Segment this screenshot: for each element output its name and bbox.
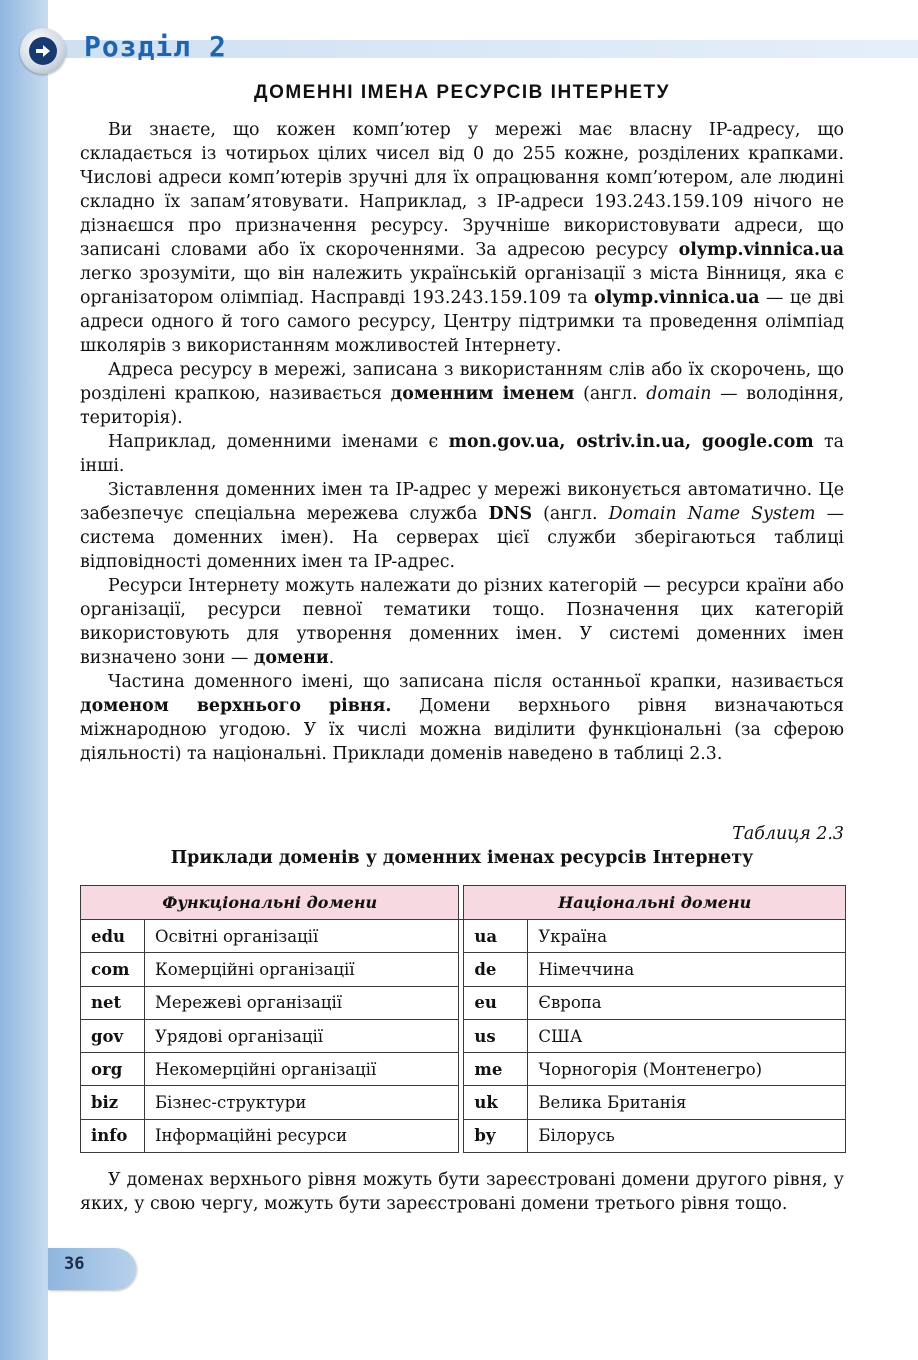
text-run: — система доменних імен). На серверах цієї служби зберігаються таблиці відповідності доменних імен та IP-адрес. (80, 504, 844, 572)
domain-code: de (464, 953, 528, 986)
text-run: Наприклад, доменними іменами є (108, 432, 449, 452)
paragraph-ip-address (80, 118, 844, 358)
domain-description: США (528, 1019, 846, 1052)
bold-term: mon.gov.ua, ostriv.in.ua, google.com (448, 432, 814, 452)
bold-term: olymp.vinnica.ua (594, 288, 760, 308)
text-run: та інші. (80, 432, 844, 476)
domain-code: eu (464, 986, 528, 1019)
page-number: 36 (64, 1254, 85, 1274)
table-row (81, 1119, 846, 1152)
page-number-tab (48, 1248, 136, 1290)
table-row (81, 1019, 846, 1052)
domain-code: me (464, 1053, 528, 1086)
paragraph-subdomains: У доменах верхнього рівня можуть бути зареєстровані домени другого рівня, у яких, у свою чергу, можуть бути зареєстровані домени третього рівня тощо. (80, 1170, 844, 1214)
italic-term: Domain Name System (608, 504, 816, 524)
domain-code: gov (81, 1019, 145, 1052)
domain-code: biz (81, 1086, 145, 1119)
text-run: Домени верхнього рівня визначаються міжнародною угодою. У їх числі можна виділити функціональні (за сферою діяльності) та національні. Приклади доменів наведено в таблиці 2.3. (80, 696, 844, 764)
section-label: Розділ 2 (84, 30, 227, 63)
domain-code: us (464, 1019, 528, 1052)
text-run: легко зрозуміти, що він належить українській організації з міста Вінниця, яка є організатором олімпіад. Насправді 193.243.159.109 та (80, 264, 844, 308)
functional-domains-header: Функціональні домени (81, 886, 459, 920)
table-caption (80, 822, 844, 870)
text-run: Адреса ресурсу в мережі, записана з використанням слів або їх скорочень, що розділені крапкою, називається (80, 360, 844, 404)
text-run: (англ. (574, 384, 647, 404)
domain-code: org (81, 1053, 145, 1086)
domain-description: Мережеві організації (145, 986, 459, 1019)
domain-code: net (81, 986, 145, 1019)
domain-description: Урядові організації (145, 1019, 459, 1052)
domain-code: uk (464, 1086, 528, 1119)
domain-description: Європа (528, 986, 846, 1019)
text-run: . (328, 648, 335, 668)
text-run: — це дві адреси одного й того самого ресурсу, Центру підтримки та проведення олімпіад школярів з використанням можливостей Інтернету. (80, 288, 844, 356)
page-title: ДОМЕННІ ІМЕНА РЕСУРСІВ ІНТЕРНЕТУ (254, 82, 670, 103)
bold-term: доменним іменем (390, 384, 575, 404)
italic-term: domain (646, 384, 712, 404)
table-row (81, 1086, 846, 1119)
domain-code: ua (464, 920, 528, 953)
text-run: — володіння, територія). (80, 384, 844, 428)
domain-description: Інформаційні ресурси (145, 1119, 459, 1152)
bold-term: DNS (488, 504, 533, 524)
domain-description: Німеччина (528, 953, 846, 986)
text-run: Ресурси Інтернету можуть належати до різних категорій — ресурси країни або організації, ресурси певної тематики тощо. Позначення цих категорій використовують для утворення доменних імен. У системі доменних імен визначено зони — (80, 576, 844, 668)
paragraph-top-level-domain (80, 670, 844, 766)
bold-term: домени (253, 648, 329, 668)
table-row (81, 953, 846, 986)
paragraph-examples (80, 430, 844, 478)
domain-description: Бізнес-структури (145, 1086, 459, 1119)
section-badge (20, 28, 66, 74)
closing-paragraph (80, 1168, 844, 1216)
bold-term: доменом верхнього рівня. (80, 696, 392, 716)
table-row (81, 1053, 846, 1086)
domain-description: Комерційні організації (145, 953, 459, 986)
table-title: Приклади доменів у доменних іменах ресурсів Інтернету (170, 848, 754, 868)
table-header-row (81, 886, 846, 920)
national-domains-header: Національні домени (464, 886, 846, 920)
domain-description: Білорусь (528, 1119, 846, 1152)
domain-code: by (464, 1119, 528, 1152)
table-row (81, 986, 846, 1019)
body-text (80, 118, 844, 766)
paragraph-domain-name-definition (80, 358, 844, 430)
paragraph-dns (80, 478, 844, 574)
text-run: Частина доменного імені, що записана після останньої крапки, називається (108, 672, 844, 692)
domain-code: edu (81, 920, 145, 953)
domain-description: Освітні організації (145, 920, 459, 953)
domain-code: info (81, 1119, 145, 1152)
paragraph-categories (80, 574, 844, 670)
domain-description: Некомерційні організації (145, 1053, 459, 1086)
table-number: Таблиця 2.3 (732, 824, 844, 844)
domain-code: com (81, 953, 145, 986)
domains-table (80, 885, 846, 1153)
domain-description: Велика Британія (528, 1086, 846, 1119)
domain-description: Україна (528, 920, 846, 953)
left-margin-strip (0, 0, 48, 1360)
text-run: (англ. (532, 504, 609, 524)
arrow-right-icon (29, 37, 57, 65)
table-row (81, 920, 846, 953)
domain-description: Чорногорія (Монтенегро) (528, 1053, 846, 1086)
text-run: Ви знаєте, що кожен комп’ютер у мережі має власну IP-адресу, що складається із чотирьох цілих чисел від 0 до 255 кожне, розділених крапками. Числові адреси комп’ютерів зручні для їх опрацювання комп’ютером, але людині складно їх запам’ятовувати. Наприклад, з IP-адреси 193.243.159.109 нічого не дізнаєшся про призначення ресурсу. Зручніше використовувати адреси, що записані словами або їх скороченнями. За адресою ресурсу (80, 120, 844, 260)
bold-term: olymp.vinnica.ua (678, 240, 844, 260)
text-run: Зіставлення доменних імен та IP-адрес у мережі виконується автоматично. Це забезпечує спеціальна мережева служба (80, 480, 844, 524)
